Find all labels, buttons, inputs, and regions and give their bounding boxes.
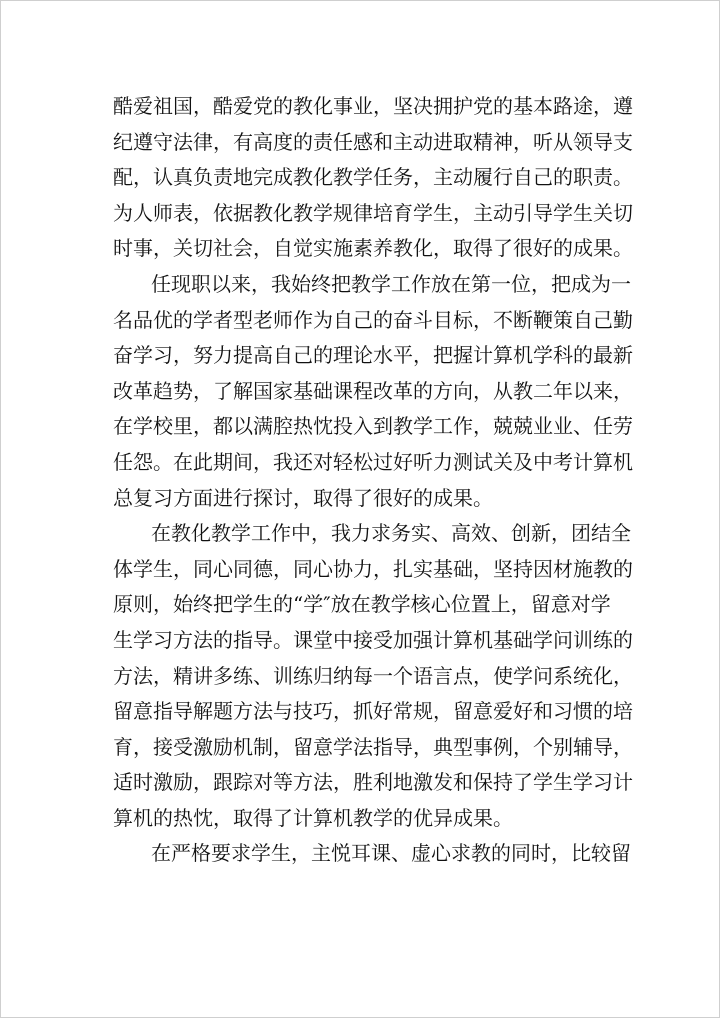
text-line: 方法，精讲多练、训练归纳每一个语言点，使学问系统化， bbox=[113, 663, 633, 688]
paragraph-4 bbox=[113, 836, 631, 872]
text-line: 改革趋势，了解国家基础课程改革的方向，从教二年以来， bbox=[113, 378, 633, 403]
paragraph-3 bbox=[113, 516, 633, 836]
text-line: 育，接受激励机制，留意学法指导，典型事例，个别辅导， bbox=[113, 734, 633, 759]
text-line: 在教化教学工作中，我力求务实、高效、创新，团结全 bbox=[151, 521, 631, 546]
text-line: 留意指导解题方法与技巧，抓好常规，留意爱好和习惯的培 bbox=[113, 699, 633, 724]
text-line: 纪遵守法律，有高度的责任感和主动进取精神，听从领导支 bbox=[113, 129, 633, 154]
text-line: 为人师表，依据教化教学规律培育学生，主动引导学生关切 bbox=[113, 200, 633, 225]
text-line: 体学生，同心同德，同心协力，扎实基础，坚持因材施教的 bbox=[113, 556, 633, 581]
text-line: 在严格要求学生，主悦耳课、虚心求教的同时，比较留 bbox=[151, 841, 631, 866]
text-line: 酷爱祖国，酷爱党的教化事业，坚决拥护党的基本路途，遵 bbox=[113, 94, 633, 118]
text-line: 奋学习，努力提高自己的理论水平，把握计算机学科的最新 bbox=[113, 343, 633, 368]
document-body bbox=[113, 89, 633, 872]
text-line: 总复习方面进行探讨，取得了很好的成果。 bbox=[113, 485, 493, 510]
paragraph-2 bbox=[113, 267, 633, 516]
text-line: 适时激励，跟踪对等方法，胜利地激发和保持了学生学习计 bbox=[113, 770, 633, 795]
text-line: 原则，始终把学生的“学″放在教学核心位置上，留意对学 bbox=[113, 592, 611, 617]
paragraph-1 bbox=[113, 89, 633, 267]
text-line: 在学校里，都以满腔热忱投入到教学工作，兢兢业业、任劳 bbox=[113, 414, 633, 439]
text-line: 算机的热忱，取得了计算机教学的优异成果。 bbox=[113, 805, 513, 830]
text-line: 任怨。在此期间，我还对轻松过好听力测试关及中考计算机 bbox=[113, 449, 633, 474]
text-line: 配，认真负责地完成教化教学任务，主动履行自己的职责。 bbox=[113, 165, 633, 190]
text-line: 任现职以来，我始终把教学工作放在第一位，把成为一 bbox=[151, 271, 631, 296]
text-line: 名品优的学者型老师作为自己的奋斗目标，不断鞭策自己勤 bbox=[113, 307, 633, 332]
text-line: 生学习方法的指导。课堂中接受加强计算机基础学问训练的 bbox=[113, 627, 633, 652]
text-line: 时事，关切社会，自觉实施素养教化，取得了很好的成果。 bbox=[113, 236, 633, 261]
